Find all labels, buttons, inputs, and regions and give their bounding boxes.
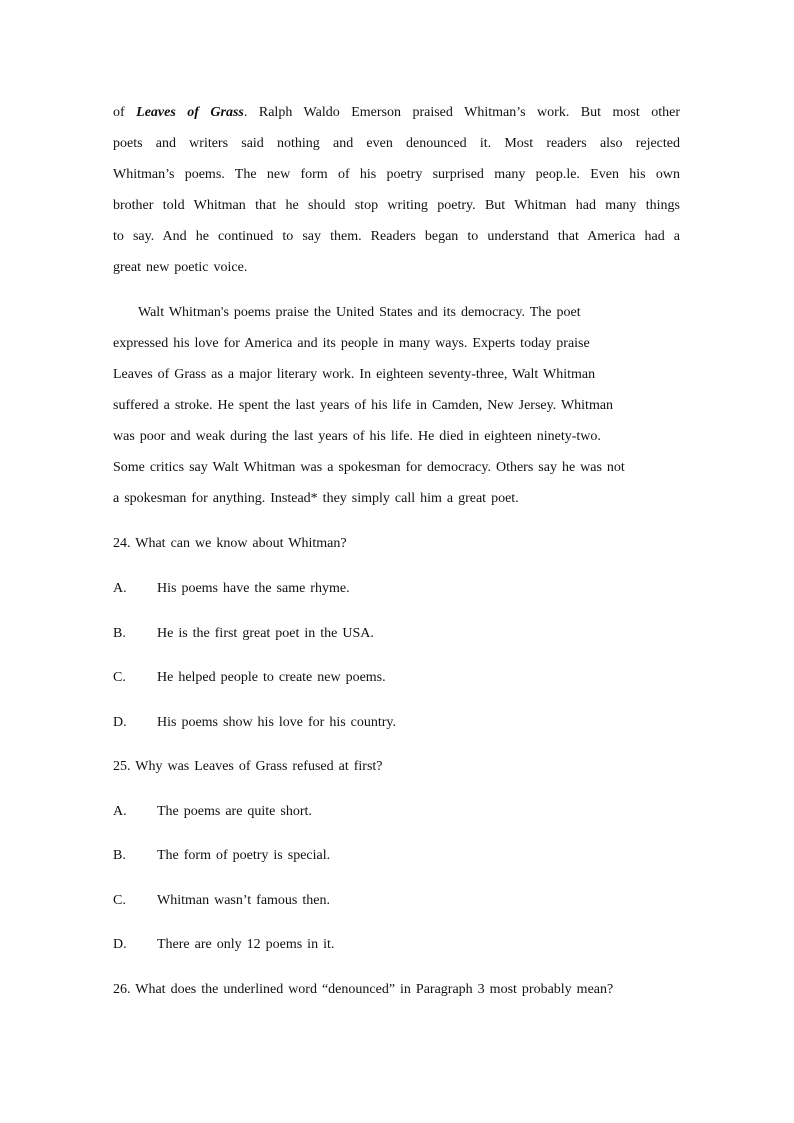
paragraph-4-line-1: Walt Whitman's poems praise the United States and its democracy. The poet [138,305,581,320]
option-letter: A. [113,581,127,596]
option-letter: B. [113,848,126,863]
question-stem: 26. What does the underlined word “denounced” in Paragraph 3 most probably mean? [113,982,614,997]
paragraph-4-line-3: Leaves of Grass as a major literary work. In eighteen seventy-three, Walt Whitman [113,367,596,382]
paragraph-3-line-5: to say. And he continued to say them. Readers began to understand that America had a [113,229,680,244]
paragraph-3-line-6: great new poetic voice. [113,260,248,275]
option-letter: D. [113,715,127,730]
option-letter: A. [113,804,127,819]
paragraph-3-line-1-prefix: of [113,105,125,120]
paragraph-3-line-1 [113,104,680,122]
option-text: His poems have the same rhyme. [157,581,350,596]
option-text: His poems show his love for his country. [157,715,397,730]
option-letter: C. [113,893,126,908]
option-text: There are only 12 poems in it. [157,937,335,952]
paragraph-4-line-5: was poor and weak during the last years of his life. He died in eighteen ninety-two. [113,429,601,444]
option-text: He is the first great poet in the USA. [157,626,374,641]
option-text: Whitman wasn’t famous then. [157,893,330,908]
paragraph-4-line-2: expressed his love for America and its people in many ways. Experts today praise [113,336,590,351]
paragraph-4-line-6: Some critics say Walt Whitman was a spokesman for democracy. Others say he was not [113,460,625,475]
option-letter: C. [113,670,126,685]
paragraph-4-line-4: suffered a stroke. He spent the last years of his life in Camden, New Jersey. Whitman [113,398,614,413]
question-stem: 25. Why was Leaves of Grass refused at first? [113,759,383,774]
paragraph-3-line-1-rest: . Ralph Waldo Emerson praised Whitman’s work. But most other [243,105,680,120]
paragraph-3-line-2: poets and writers said nothing and even denounced it. Most readers also rejected [113,136,680,151]
option-text: He helped people to create new poems. [157,670,386,685]
paragraph-4-line-7: a spokesman for anything. Instead* they simply call him a great poet. [113,491,519,506]
option-text: The form of poetry is special. [157,848,331,863]
paragraph-3-line-4: brother told Whitman that he should stop writing poetry. But Whitman had many things [113,198,680,213]
option-letter: D. [113,937,127,952]
book-title: Leaves of Grass [136,105,244,120]
option-letter: B. [113,626,126,641]
paragraph-3-line-3: Whitman’s poems. The new form of his poetry surprised many peop.le. Even his own [113,167,680,182]
option-text: The poems are quite short. [157,804,312,819]
question-stem: 24. What can we know about Whitman? [113,536,347,551]
